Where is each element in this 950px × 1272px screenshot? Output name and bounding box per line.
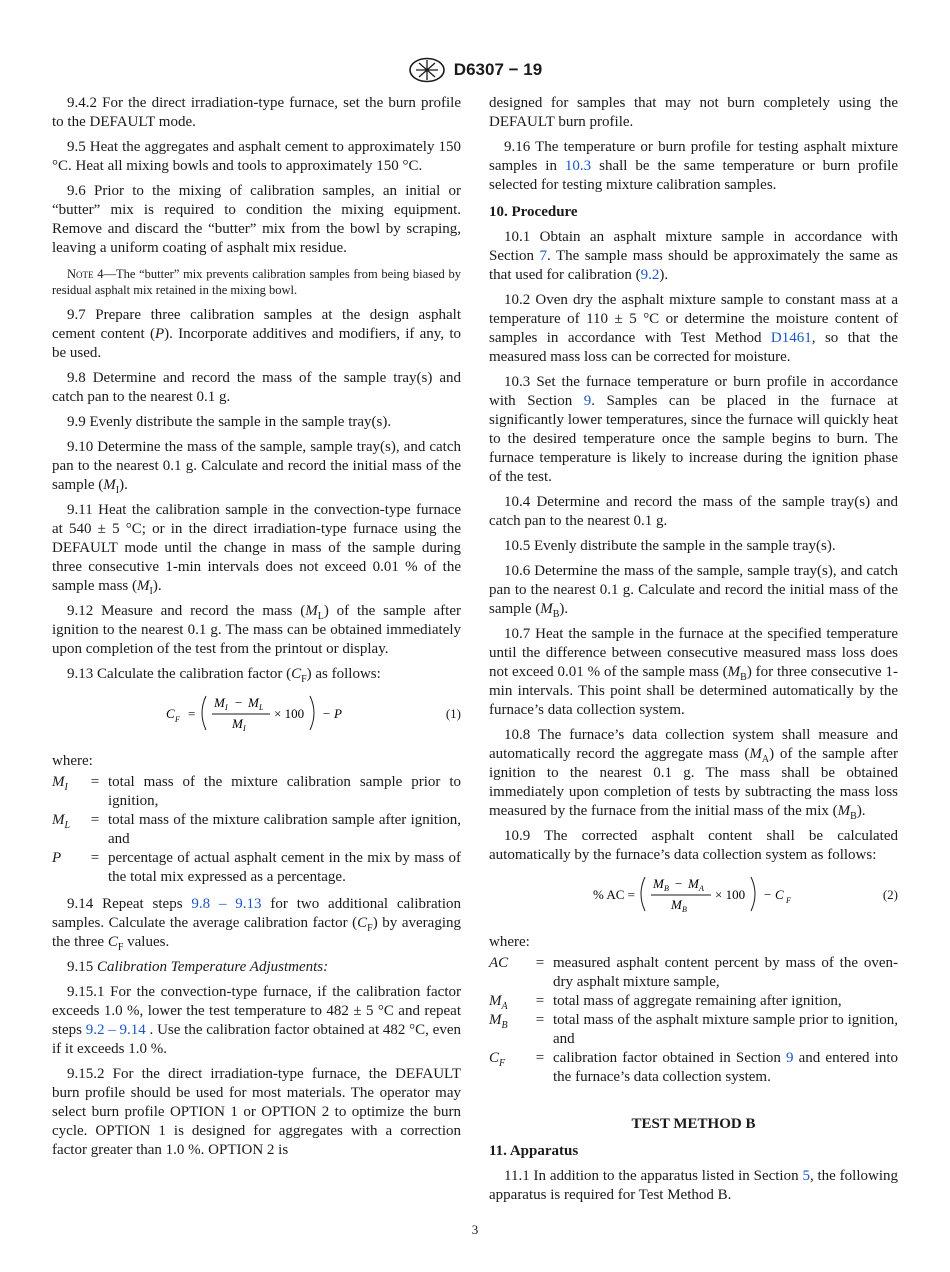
document-code: D6307 − 19 [453,60,543,79]
equation-2 [489,871,898,917]
definitions-2 [489,954,898,1087]
para-11-1: 11.1 In addition to the apparatus listed in Section 5, the following apparatus is required for Test Method B. [489,1168,898,1203]
svg-text:M: M [214,695,225,710]
para-9-10: 9.10 Determine the mass of the sample, sample tray(s), and catch pan to the nearest 0.1 g. Calculate and record the initial mass of the sample $(M_I)$. [52,439,461,496]
definition-row: P = percentage of actual asphalt cement in the mix by mass of the total mix expressed as a percentage. [52,850,461,885]
definitions-1 [52,773,461,887]
para-10-6: 10.6 Determine the mass of the sample, sample tray(s), and catch pan to the nearest 0.1 g. Calculate and record the initial mass of the sample $(M_B)$. [489,563,898,620]
para-9-4-2: 9.4.2 For the direct irradiation-type furnace, set the burn profile to the DEFAULT mode. [52,95,461,130]
note-4-label: Note 4 [67,267,104,281]
para-9-5: 9.5 Heat the aggregates and asphalt cement to approximately 150 °C. Heat all mixing bowls and tools to approximately 150 °C. [52,139,461,174]
section-10-heading: 10. Procedure [489,204,578,220]
svg-text:M: M [232,716,243,731]
svg-text:− P: − P [322,706,342,721]
equation-1-formula [162,690,492,736]
svg-text:B: B [664,884,669,893]
svg-text:M: M [671,897,682,912]
where-label-1: where: [52,753,93,769]
equation-2-formula [589,871,929,917]
definition-row: $M_I$ = total mass of the mixture calibration sample prior to ignition, [52,774,461,809]
note-4-text: —The “butter” mix prevents calibration samples from being biased by residual asphalt mix retained in the mixing bowl. [52,267,461,297]
left-column [52,94,461,1166]
svg-text:L: L [259,703,264,712]
svg-text:F: F [786,896,791,905]
svg-text:B: B [682,905,687,914]
svg-text:C: C [166,706,175,721]
para-9-7: 9.7 Prepare three calibration samples at the design asphalt cement content (P). Incorporate additives and modifiers, if any, to be used. [52,307,461,361]
definition-row: $M_L$ = total mass of the mixture calibration sample after ignition, and [52,812,461,847]
equation-2-number: (2) [882,887,898,902]
definition-row: $M_A$ = total mass of aggregate remaining after ignition, [489,993,842,1012]
astm-logo-icon [408,57,446,83]
para-10-9: 10.9 The corrected asphalt content shall be calculated automatically by the furnace’s data collection system as follows: [489,828,898,863]
svg-text:−: − [235,695,243,710]
para-10-2: 10.2 Oven dry the asphalt mixture sample to constant mass at a temperature of 110 ± 5 °C or determine the moisture content of samples in accordance with Test Method D1461, so that the measured mass loss can be corrected for moisture. [489,292,898,365]
para-10-8: 10.8 The furnace’s data collection system shall measure and automatically record the aggregate mass $(M_A)$ of the sample after ignition to the nearest 0.1 g. The mass shall be obtained immediately upon completion of tests by subtracting the mass loss measured by the furnace from the initial mass of the mix $(M_B)$. [489,727,898,822]
svg-text:M: M [653,876,664,891]
svg-text:M: M [248,695,259,710]
where-label-2: where: [489,934,530,950]
page-header [0,57,950,83]
para-9-9: 9.9 Evenly distribute the sample in the sample tray(s). [67,414,392,430]
svg-text:M: M [688,876,699,891]
link-9-2[interactable]: 9.2 [640,267,660,283]
test-method-b-heading: TEST METHOD B [631,1116,756,1132]
para-9-14: 9.14 Repeat steps 9.8 – 9.13 for two additional calibration samples. Calculate the average calibration factor $(C_F)$ by averaging the three $C_F$ values. [52,896,461,953]
para-9-12: 9.12 Measure and record the mass $(M_L)$ of the sample after ignition to the nearest 0.1 g. The mass can be obtained immediately upon completion of the test from the printout or display. [52,603,461,657]
para-9-6: 9.6 Prior to the mixing of calibration samples, an initial or “butter” mix is required to condition the mixing equipment. Remove and discard the “butter” mix from the bowl by scraping, leaving a uniform coating of asphalt mix residue. [52,183,461,256]
para-10-1: 10.1 Obtain an asphalt mixture sample in accordance with Section 7. The sample mass should be approximately the same as that used for calibration (9.2). [489,229,899,283]
svg-text:% AC =: % AC = [593,887,636,902]
para-9-8: 9.8 Determine and record the mass of the sample tray(s) and catch pan to the nearest 0.1 g. [52,370,461,405]
para-9-15-2-continued: designed for samples that may not burn completely using the DEFAULT burn profile. [489,95,898,130]
link-10-3[interactable]: 10.3 [564,158,592,174]
svg-text:=: = [188,706,196,721]
svg-text:I: I [243,724,246,733]
link-9-8-9-13[interactable]: 9.8 – 9.13 [191,896,262,912]
link-section-9-def[interactable]: 9 [786,1050,794,1066]
svg-text:× 100: × 100 [715,887,746,902]
equation-1-number: (1) [445,706,461,721]
link-9-2-9-14[interactable]: 9.2 – 9.14 [85,1022,146,1038]
equation-1 [52,690,461,736]
para-10-4: 10.4 Determine and record the mass of the sample tray(s) and catch pan to the nearest 0.1 g. [489,494,898,529]
para-10-3: 10.3 Set the furnace temperature or burn profile in accordance with Section 9. Samples can be placed in the furnace at significantly lower temperatures, since the furnace will quickly heat to the desired temperature once the sample begins to burn. The furnace temperature is likely to increase during the ignition phase of the test. [489,374,898,485]
svg-text:−: − [675,876,683,891]
para-10-7: 10.7 Heat the sample in the furnace at the specified temperature until the difference between consecutive measured mass loss does not exceed 0.01 % of the sample mass $(M_B)$ for three consecutive 1-min intervals. This point shall be determined automatically by the furnace’s data collection system. [489,626,898,718]
right-column [489,94,898,1211]
para-9-11: 9.11 Heat the calibration sample in the convection-type furnace at 540 ± 5 °C; or in the direct irradiation-type furnace using the DEFAULT mode until the change in mass of the sample during three consecutive 1-min intervals does not exceed 0.01 % of the sample mass $(M_I)$. [52,502,461,597]
svg-text:I: I [225,703,228,712]
para-9-15-2: 9.15.2 For the direct irradiation-type furnace, the DEFAULT burn profile should be used for most materials. The operator may select burn profile OPTION 1 or OPTION 2 to optimize the burn cycle. OPTION 1 is designed for aggregates with a correction factor greater than 1.0 %. OPTION 2 is [52,1066,461,1158]
para-9-16: 9.16 The temperature or burn profile for testing asphalt mixture samples in 10.3 shall be the same temperature or burn profile selected for testing mixture calibration samples. [489,139,898,193]
para-10-5: 10.5 Evenly distribute the sample in the sample tray(s). [504,538,836,554]
svg-text:A: A [699,884,704,893]
link-section-7[interactable]: 7 [539,248,547,264]
svg-text:F: F [175,715,180,724]
note-4 [52,266,461,298]
definition-row: $C_F$ = calibration factor obtained in Section 9 and entered into the furnace’s data collection system. [489,1050,898,1085]
definition-row: $M_B$ = total mass of the asphalt mixture sample prior to ignition, and [489,1012,898,1047]
para-9-15-1: 9.15.1 For the convection-type furnace, if the calibration factor exceeds 1.0 %, lower the test temperature to 482 ± 5 °C and repeat steps 9.2 – 9.14 . Use the calibration factor obtained at 482 °C, even if it exceeds 1.0 %. [52,984,461,1057]
definition-row: AC = measured asphalt content percent by mass of the oven-dry asphalt mixture sample, [489,955,898,990]
para-9-15: 9.15 Calibration Temperature Adjustments: [67,959,329,975]
link-section-9[interactable]: 9 [583,393,592,409]
link-section-5[interactable]: 5 [802,1168,810,1184]
section-11-heading: 11. Apparatus [489,1143,579,1159]
para-9-13: 9.13 Calculate the calibration factor $(C_F)$ as follows: [67,666,381,685]
page-number: 3 [471,1222,479,1237]
link-d1461[interactable]: D1461 [770,330,812,346]
svg-text:− C: − C [763,887,784,902]
svg-text:× 100: × 100 [274,706,305,721]
